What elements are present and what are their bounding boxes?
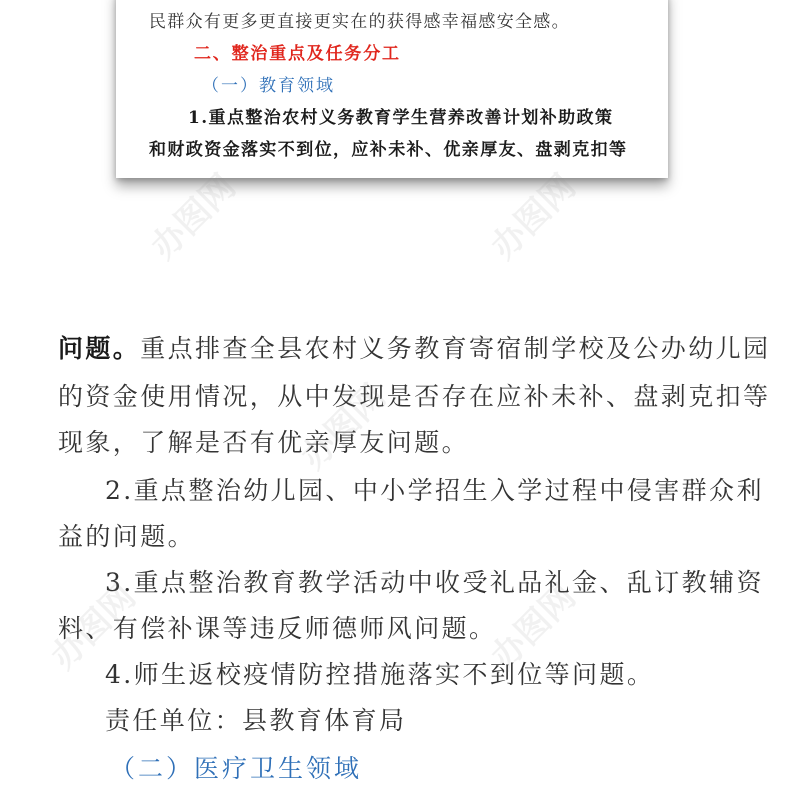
- body-paragraph-line: 4.师生返校疫情防控措施落实不到位等问题。: [105, 660, 655, 689]
- body-paragraph-line: 的资金使用情况，从中发现是否存在应补未补、盘剥克扣等: [58, 382, 771, 411]
- subsection-heading: （二）医疗卫生领域: [110, 754, 363, 783]
- responsible-unit-line: 责任单位：县教育体育局: [105, 706, 407, 735]
- watermark: 办图网: [483, 576, 584, 678]
- watermark: 办图网: [43, 576, 144, 678]
- section-heading: 二、整治重点及任务分工: [194, 44, 401, 64]
- body-paragraph-line: 料、有偿补课等违反师德师风问题。: [58, 614, 497, 643]
- body-paragraph-line: 2.重点整治幼儿园、中小学招生入学过程中侵害群众利: [105, 476, 764, 505]
- document-preview-card: [116, 0, 668, 178]
- bold-lead-text: 问题。: [58, 334, 141, 363]
- card-text-line: 和财政资金落实不到位，应补未补、优亲厚友、盘剥克扣等: [149, 140, 628, 160]
- body-paragraph-line: [58, 332, 770, 366]
- watermark: 办图网: [483, 166, 584, 268]
- watermark: 办图网: [293, 376, 394, 478]
- card-text-line: 民群众有更多更直接更实在的获得感幸福感安全感。: [149, 12, 570, 32]
- body-paragraph-line: 现象，了解是否有优亲厚友问题。: [58, 428, 470, 457]
- watermark: 办图网: [143, 166, 244, 268]
- subsection-heading: （一）教育领域: [202, 76, 335, 96]
- body-paragraph-line: 3.重点整治教育教学活动中收受礼品礼金、乱订教辅资: [105, 568, 764, 597]
- body-paragraph-line: 益的问题。: [58, 522, 196, 551]
- body-text-span: 重点排查全县农村义务教育寄宿制学校及公办幼儿园: [140, 334, 771, 363]
- card-text-line: 1.重点整治农村义务教育学生营养改善计划补助政策: [188, 108, 614, 128]
